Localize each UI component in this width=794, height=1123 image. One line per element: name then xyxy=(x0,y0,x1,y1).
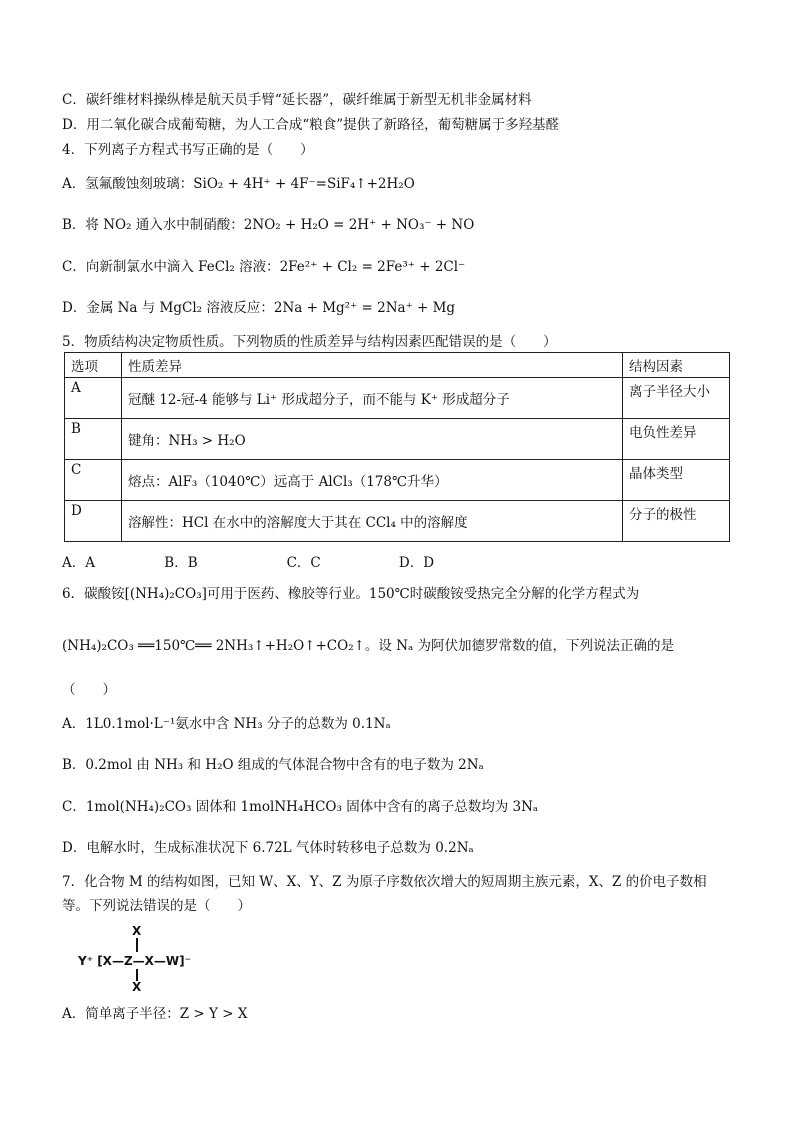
header-factor: 结构因素 xyxy=(623,353,730,378)
q6-paren: （ ） xyxy=(62,682,116,698)
q3-option-d: D．用二氧化碳合成葡萄糖，为人工合成“粮食”提供了新路径，葡萄糖属于多羟基醛 xyxy=(62,117,560,133)
compound-m-structure xyxy=(78,924,218,994)
q7-stem-line1: 7．化合物 M 的结构如图，已知 W、X、Y、Z 为原子序数依次增大的短周期主族元素，X、Z 的价电子数相 xyxy=(62,874,707,890)
structure-top-atom: X xyxy=(132,924,142,938)
row-b-option: B xyxy=(65,419,122,460)
row-a-factor: 离子半径大小 xyxy=(623,378,730,419)
structure-bottom-atom: X xyxy=(132,980,142,994)
structure-main-row: Y⁺ [X—Z—X—W]⁻ xyxy=(78,954,191,968)
q5-options xyxy=(62,551,434,571)
q6-equation: (NH₄)₂CO₃ ══150℃══ 2NH₃↑+H₂O↑+CO₂↑。设 Nₐ 为阿伏加德罗常数的值，下列说法正确的是 xyxy=(62,638,675,654)
q5-option-c: C．C xyxy=(286,555,321,571)
q4-option-c: C．向新制氯水中滴入 FeCl₂ 溶液：2Fe²⁺ + Cl₂ = 2Fe³⁺ + 2Cl⁻ xyxy=(62,259,466,275)
q5-option-d: D．D xyxy=(398,555,435,571)
q5-option-a: A．A xyxy=(62,555,95,571)
q4-option-b: B．将 NO₂ 通入水中制硝酸：2NO₂ + H₂O = 2H⁺ + NO₃⁻ + NO xyxy=(62,217,475,233)
row-b-factor: 电负性差异 xyxy=(623,419,730,460)
q6-option-c: C．1mol(NH₄)₂CO₃ 固体和 1molNH₄HCO₃ 固体中含有的离子总数均为 3Nₐ xyxy=(62,799,539,815)
row-c-difference: 熔点：AlF₃（1040℃）远高于 AlCl₃（178℃升华） xyxy=(122,460,623,501)
q7-option-a: A．简单离子半径：Z > Y > X xyxy=(62,1006,248,1022)
q4-stem: 4．下列离子方程式书写正确的是（ ） xyxy=(62,142,314,158)
q6-stem: 6．碳酸铵[(NH₄)₂CO₃]可用于医药、橡胶等行业。150℃时碳酸铵受热完全分解的化学方程式为 xyxy=(62,586,640,602)
row-a-difference: 冠醚 12-冠-4 能够与 Li⁺ 形成超分子，而不能与 K⁺ 形成超分子 xyxy=(122,378,623,419)
q5-stem: 5．物质结构决定物质性质。下列物质的性质差异与结构因素匹配错误的是（ ） xyxy=(62,334,557,350)
header-difference: 性质差异 xyxy=(122,353,623,378)
q5-option-b: B．B xyxy=(164,555,198,571)
q7-stem-line2: 等。下列说法错误的是（ ） xyxy=(62,898,251,914)
row-a-option: A xyxy=(65,378,122,419)
q6-option-b: B．0.2mol 由 NH₃ 和 H₂O 组成的气体混合物中含有的电子数为 2Nₐ xyxy=(62,757,484,773)
q6-option-d: D．电解水时，生成标准状况下 6.72L 气体时转移电子总数为 0.2Nₐ xyxy=(62,840,474,856)
q4-option-d: D．金属 Na 与 MgCl₂ 溶液反应：2Na + Mg²⁺ = 2Na⁺ + Mg xyxy=(62,300,456,316)
row-c-factor: 晶体类型 xyxy=(623,460,730,501)
row-d-factor: 分子的极性 xyxy=(623,501,730,542)
q5-table xyxy=(64,352,730,542)
q4-option-a: A．氢氟酸蚀刻玻璃：SiO₂ + 4H⁺ + 4F⁻=SiF₄↑+2H₂O xyxy=(62,176,415,192)
row-d-option: D xyxy=(65,501,122,542)
q3-option-c: C．碳纤维材料操纵棒是航天员手臂“延长器”，碳纤维属于新型无机非金属材料 xyxy=(62,92,532,108)
header-option: 选项 xyxy=(65,353,122,378)
q6-option-a: A．1L0.1mol·L⁻¹氨水中含 NH₃ 分子的总数为 0.1Nₐ xyxy=(62,716,391,732)
row-b-difference: 键角：NH₃ > H₂O xyxy=(122,419,623,460)
structure-top-bond xyxy=(136,938,138,952)
row-c-option: C xyxy=(65,460,122,501)
row-d-difference: 溶解性：HCl 在水中的溶解度大于其在 CCl₄ 中的溶解度 xyxy=(122,501,623,542)
